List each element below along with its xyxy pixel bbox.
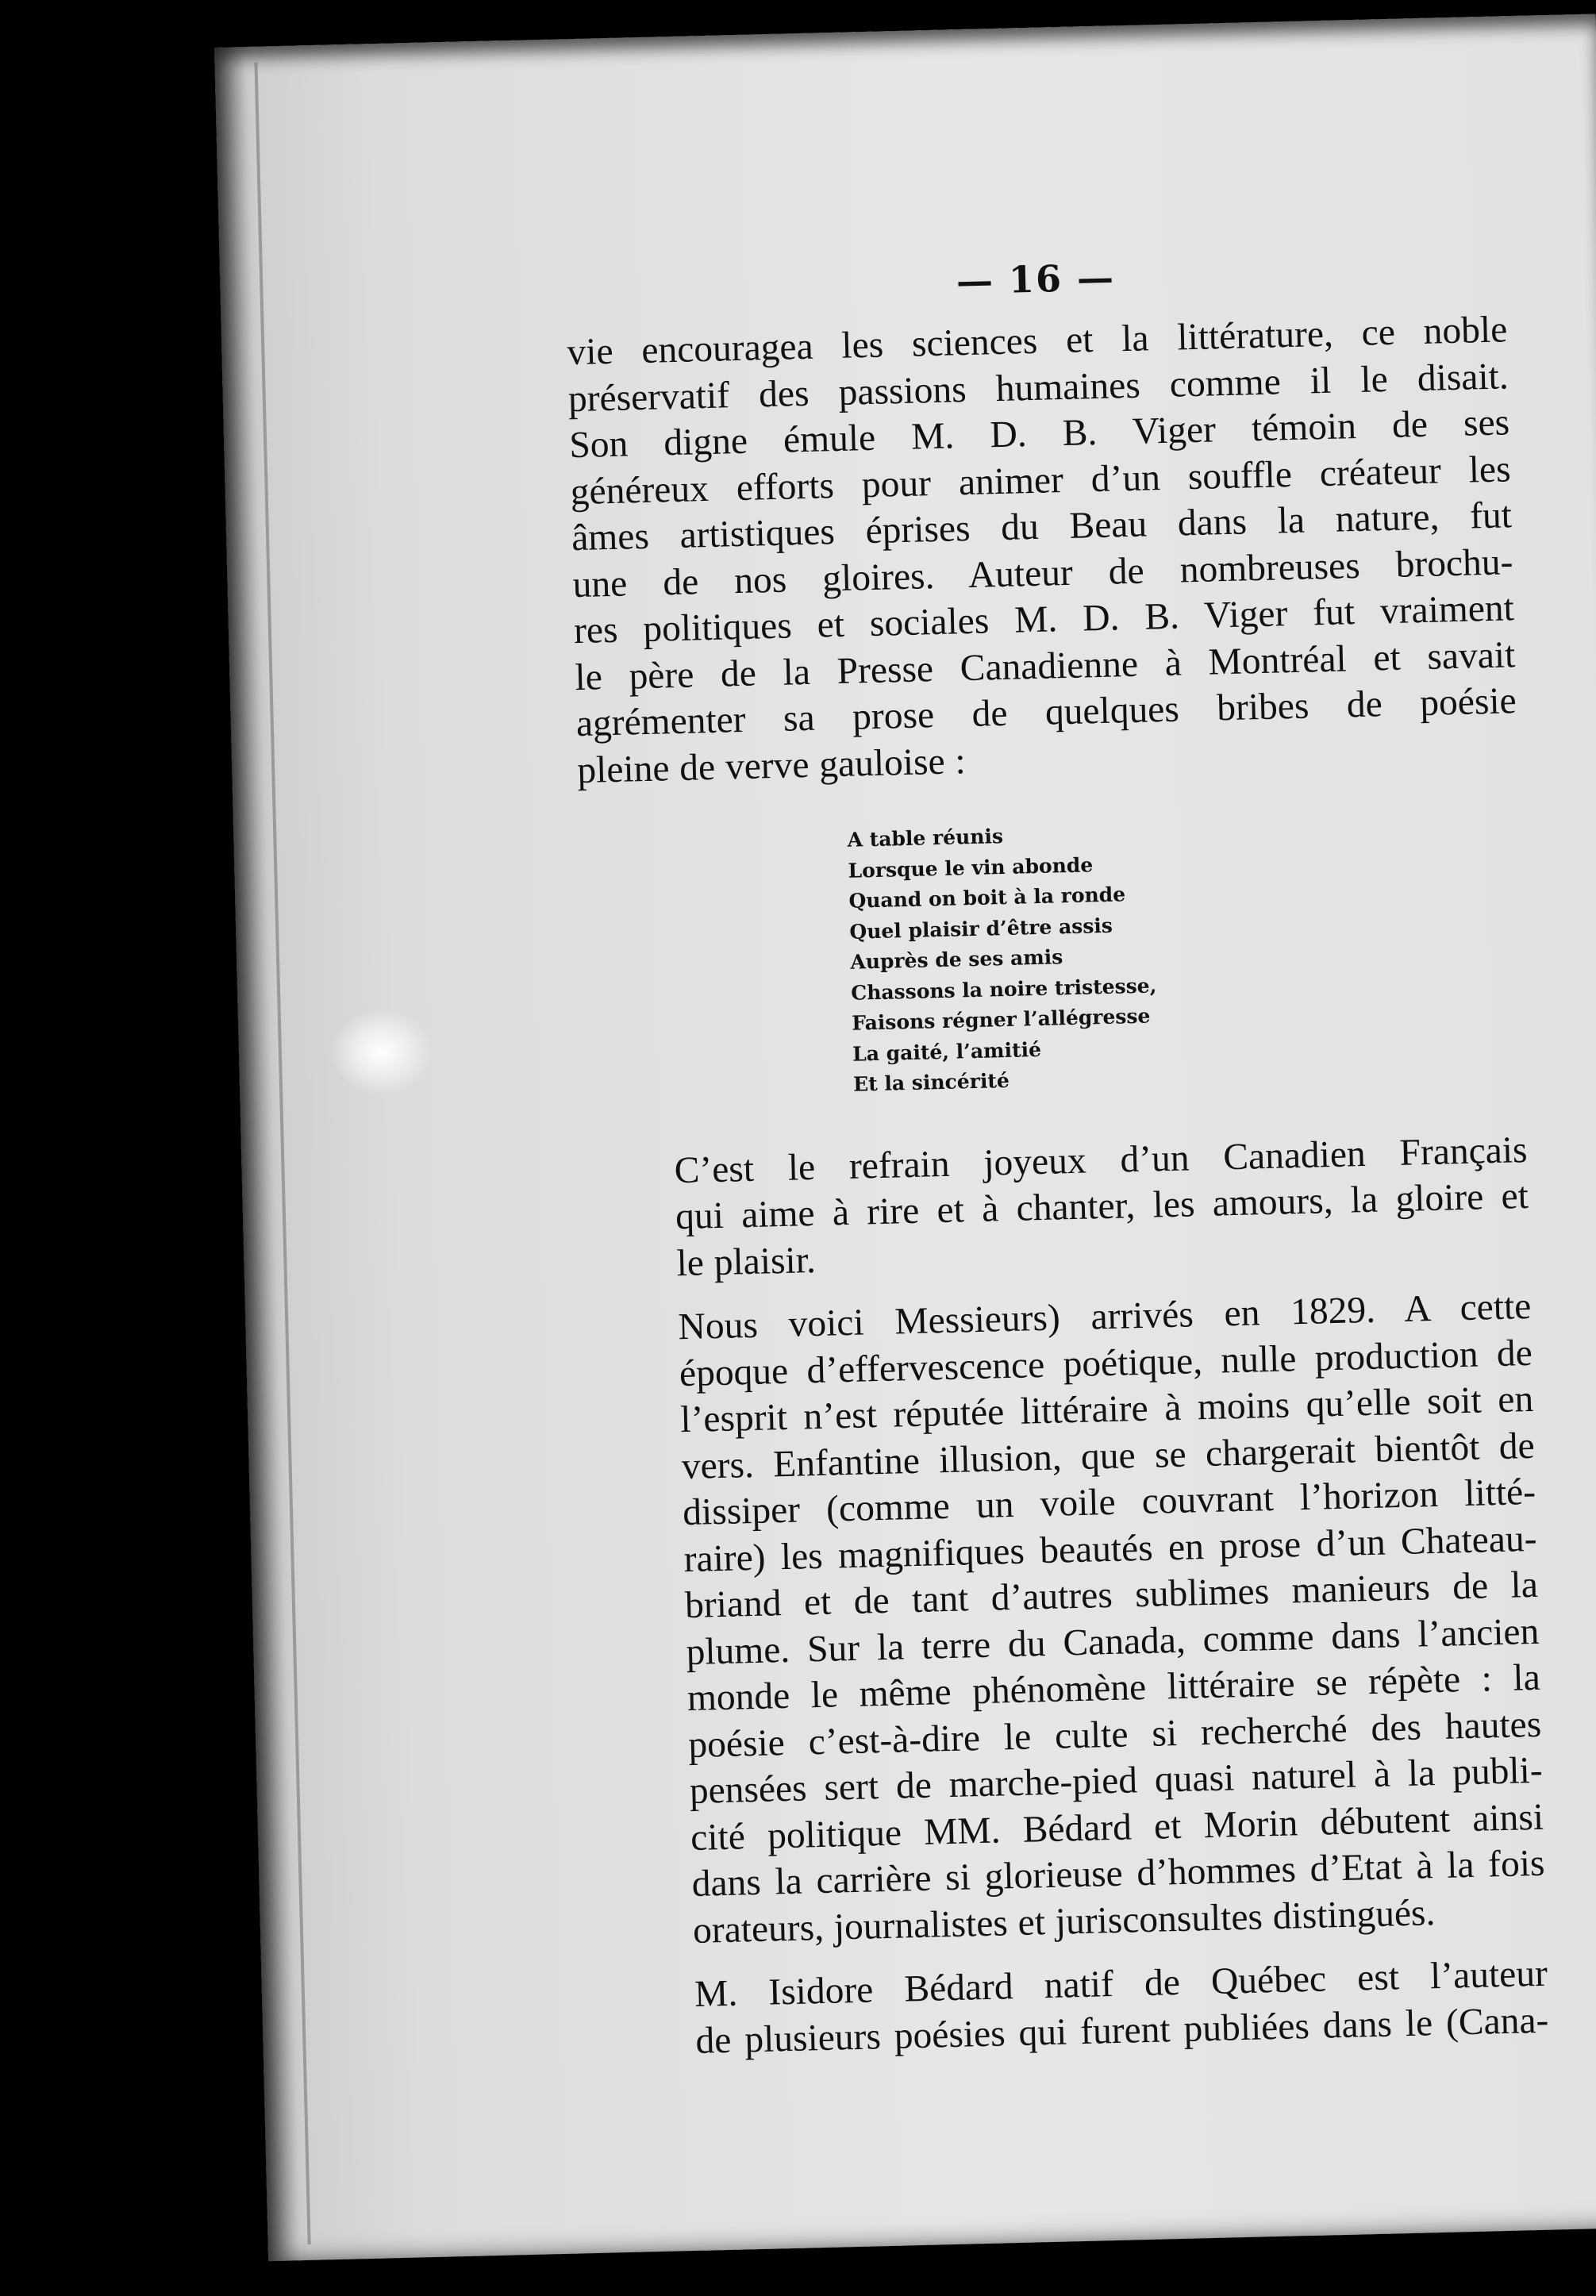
text-line: dissiper (comme un voile couvrant l’horizon litté- [682,1471,1536,1534]
text-line: res politiques et sociales M. D. B. Viger fut vraiment [573,587,1515,652]
text-line: le père de la Presse Canadienne à Montréal et savait [574,633,1516,698]
text-line: dans la carrière si glorieuse d’hommes d’Etat à la fois [691,1842,1546,1905]
verse-line: Et la sincérité [852,1068,1010,1096]
text-line: le plaisir. [675,1239,817,1284]
text-line: vie encouragea les sciences et la littérature, ce noble [566,309,1508,374]
text-line: briand et de tant d’autres sublimes manieurs de la [684,1563,1539,1627]
page-binding-edge [254,63,310,2244]
text-line: âmes artistiques éprises du Beau dans la nature, fut [571,494,1513,560]
verse-line: Lorsque le vin abonde [848,852,1094,883]
verse-line: Auprès de ses amis [850,945,1063,974]
text-line: Son digne émule M. D. B. Viger témoin de ses [568,402,1510,467]
text-line: C’est le refrain joyeux d’un Canadien Français [674,1129,1529,1191]
text-line: généreux efforts pour animer d’un souffle créateur les [570,448,1512,513]
scan-damage-mark [329,1007,435,1097]
text-line: Nous voici Messieurs) arrivés en 1829. A cette [677,1285,1532,1348]
text-line: une de nos gloires. Auteur de nombreuses brochu- [572,540,1513,606]
text-line: orateurs, journalistes et jurisconsultes distingués. [692,1891,1436,1952]
verse-line: Faisons régner l’allégresse [851,1004,1151,1035]
verse-block [847,809,1525,1100]
text-line: pensées sert de marche-pied quasi naturel à la publi- [689,1749,1544,1813]
text-line: agrémenter sa prose de quelques bribes de poésie [575,680,1517,745]
verse-line: Quand on boit à la ronde [848,883,1126,913]
paragraph-1 [567,306,1518,794]
paragraph-3 [590,1283,1547,1956]
verse-line: La gaité, l’amitié [852,1037,1042,1066]
verse-line: A table réunis [847,825,1004,852]
book-page [214,13,1596,2261]
verse-line: Chassons la noire tristesse, [850,973,1157,1005]
text-line: pleine de verve gauloise : [576,740,967,791]
text-line: qui aime à rire et à chanter, les amours, la gloire et [675,1175,1529,1238]
text-line: plume. Sur la terre du Canada, comme dans l’ancien [685,1610,1540,1673]
text-line: vers. Enfantine illusion, que se chargerait bientôt de [681,1425,1536,1487]
paragraph-2 [586,1127,1530,1289]
text-line: monde le même phénomène littéraire se répète : la [686,1656,1541,1720]
text-line: de plusieurs poésies qui furent publiées dans le (Cana- [694,1999,1549,2062]
verse-line: Quel plaisir d’être assis [849,913,1113,944]
text-line: poésie c’est-à-dire le culte si recherché des hautes [687,1703,1542,1766]
text-line: préservatif des passions humaines comme il le disait. [567,355,1509,420]
text-line: raire) les magnifiques beautés en prose d’un Chateau- [683,1517,1538,1580]
page-number: — 16 — [956,256,1116,303]
text-line: M. Isidore Bédard natif de Québec est l’auteur [694,1952,1548,2015]
text-line: cité politique MM. Bédard et Morin débutent ainsi [690,1796,1544,1859]
text-line: époque d’effervescence poétique, nulle production de [679,1332,1533,1394]
page-text-block [565,246,1549,2066]
text-line: l’esprit n’est réputée littéraire à moins qu’elle soit en [679,1378,1534,1441]
